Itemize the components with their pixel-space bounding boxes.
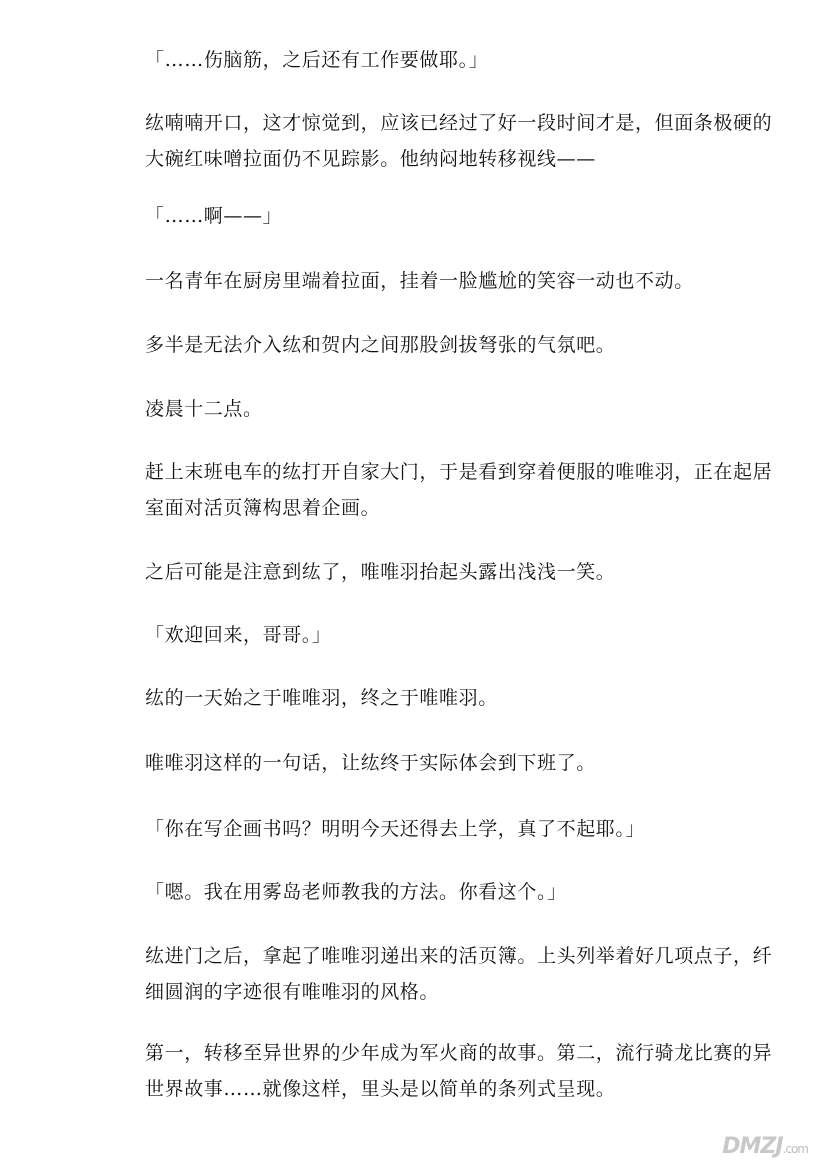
paragraph-11: 唯唯羽这样的一句话，让纮终于实际体会到下班了。 [145, 752, 596, 774]
watermark-logo-text: DMZJ [722, 1134, 783, 1159]
paragraph-13: 「嗯。我在用雾岛老师教我的方法。你看这个。」 [145, 881, 567, 903]
site-watermark-logo [722, 1134, 808, 1159]
paragraph-9: 「欢迎回来，哥哥。」 [145, 624, 332, 646]
paragraph-1: 「……伤脑筋，之后还有工作要做耶。」 [145, 49, 489, 71]
watermark-suffix-text: .com [782, 1142, 808, 1156]
paragraph-10: 纮的一天始之于唯唯羽，终之于唯唯羽。 [145, 687, 498, 709]
paragraph-7: 赶上末班电车的纮打开自家大门，于是看到穿着便服的唯唯羽，正在起居室面对活页簿构思着企画。 [145, 461, 773, 519]
paragraph-3: 「……啊——」 [145, 205, 283, 227]
paragraph-2: 纮喃喃开口，这才惊觉到，应该已经过了好一段时间才是，但面条极硬的大碗红味噌拉面仍不见踪影。他纳闷地转移视线—— [145, 112, 773, 170]
paragraph-6: 凌晨十二点。 [145, 398, 263, 420]
paragraph-5: 多半是无法介入纮和贺内之间那股剑拔弩张的气氛吧。 [145, 334, 616, 356]
paragraph-8: 之后可能是注意到纮了，唯唯羽抬起头露出浅浅一笑。 [145, 561, 616, 583]
paragraph-4: 一名青年在厨房里端着拉面，挂着一脸尴尬的笑容一动也不动。 [145, 270, 694, 292]
paragraph-15: 第一，转移至异世界的少年成为军火商的故事。第二，流行骑龙比赛的异世界故事……就像这样，里头是以简单的条列式呈现。 [145, 1042, 773, 1100]
paragraph-14: 纮进门之后，拿起了唯唯羽递出来的活页簿。上头列举着好几项点子，纤细圆润的字迹很有唯唯羽的风格。 [145, 945, 773, 1003]
paragraph-12: 「你在写企画书吗？明明今天还得去上学，真了不起耶。」 [145, 818, 646, 840]
